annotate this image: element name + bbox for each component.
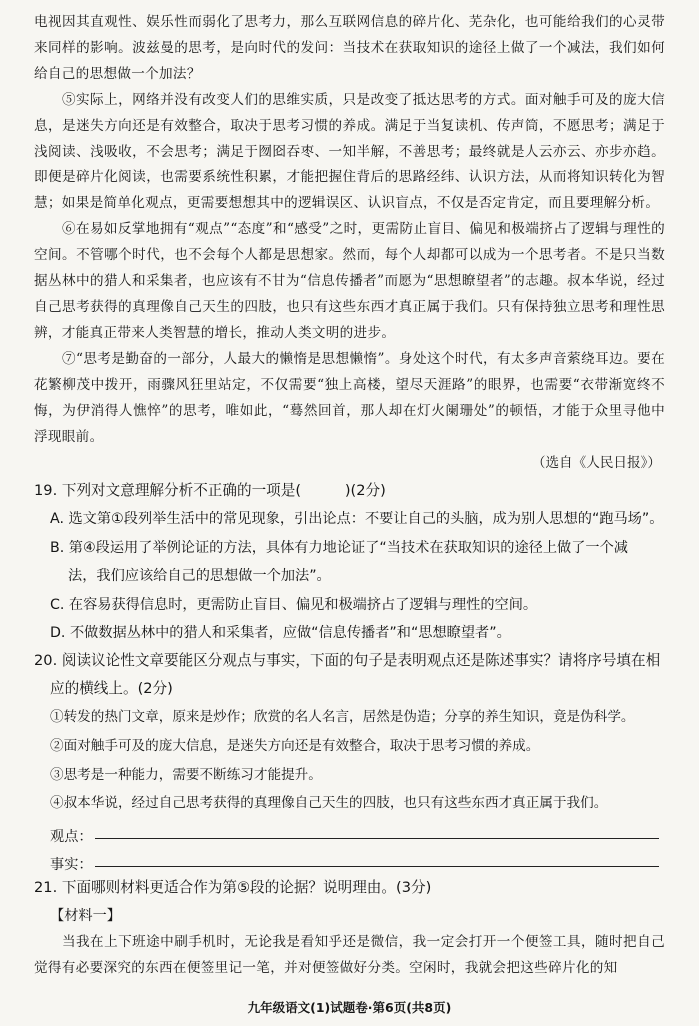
- question-19: [34, 477, 665, 647]
- question-20-sentence-2: ②面对触手可及的庞大信息，是迷失方向还是有效整合，取决于思考习惯的养成。: [50, 738, 540, 755]
- answer-blank-viewpoint[interactable]: [95, 838, 659, 839]
- material-1-text: 当我在上下班途中刷手机时，无论我是看知乎还是微信，我一定会打开一个便签工具，随时把自己觉得有必要深究的东西在便签里记一笔，并对便签做好分类。空闲时，我就会把这些碎片化的知: [34, 933, 665, 976]
- question-19-stem: 19. 下列对文意理解分析不正确的一项是( )(2分): [34, 482, 386, 500]
- question-20-sentence-4: ④叔本华说，经过自己思考获得的真理像自己天生的四肢，也只有这些东西才真正属于我们。: [50, 795, 608, 812]
- passage-paragraph-top: 电视因其直观性、娱乐性而弱化了思考力，那么互联网信息的碎片化、芜杂化，也可能给我们的心灵带来同样的影响。波兹曼的思考，是向时代的发问：当技术在获取知识的途径上做了一个减法，我们如何给自己的思想做一个加法？: [34, 14, 665, 82]
- passage-source: （选自《人民日报》）: [531, 455, 661, 472]
- question-20-sentence-3: ③思考是一种能力，需要不断练习才能提升。: [50, 766, 322, 783]
- question-20-sentence-1: ①转发的热门文章，原来是炒作；欣赏的名人名言，居然是伪造；分享的养生知识，竟是伪科学。: [50, 709, 635, 726]
- question-19-option-a: A. 选文第①段列举生活中的常见现象，引出论点：不要让自己的头脑，成为别人思想的“跑马场”。: [50, 511, 664, 528]
- passage-paragraph-6: ⑥在易如反掌地拥有“观点”“态度”和“感受”之时，更需防止盲目、偏见和极端挤占了逻辑与理性的空间。不管哪个时代，也不会每个人都是思想家。然而，每个人却都可以成为一个思考者。不是只当数据丛林中的猎人和采集者，也应该有不甘为“信息传播者”而愿为“思想瞭望者”的志趣。叔本华说，经过自己思考获得的真理像自己天生的四肢，也只有这些东西才真正属于我们。只有保持独立思考和理性思辨，才能真正带来人类智慧的增长，推动人类文明的进步。: [34, 221, 665, 341]
- question-21-stem: 21. 下面哪则材料更适合作为第⑤段的论据？说明理由。(3分): [34, 878, 432, 896]
- passage-paragraph-7: ⑦“思考是勤奋的一部分，人最大的懒惰是思想懒惰”。身处这个时代，有太多声音萦绕耳边。要在花繁柳茂中拨开，雨骤风狂里站定，不仅需要“独上高楼，望尽天涯路”的眼界，也需要“衣带渐宽终不悔，为伊消得人憔悴”的思考，唯如此，“蓦然回首，那人却在灯火阑珊处”的顿悟，才能于众里寻他中浮现眼前。: [34, 350, 665, 445]
- answer-label-viewpoint: 观点：: [50, 828, 93, 845]
- question-19-option-b-cont: 法，我们应该给自己的思想做一个加法”。: [68, 568, 331, 585]
- material-1-label: 【材料一】: [50, 907, 121, 924]
- question-20-stem-cont: 应的横线上。(2分): [50, 680, 173, 698]
- question-19-option-c: C. 在容易获得信息时，更需防止盲目、偏见和极端挤占了逻辑与理性的空间。: [50, 596, 538, 613]
- answer-row-fact: [50, 846, 665, 874]
- page-footer: 九年级语文(1)试题卷·第6页(共8页): [247, 1000, 452, 1015]
- answer-row-viewpoint: [50, 818, 665, 846]
- question-19-option-b: B. 第④段运用了举例论证的方法，具体有力地论证了“当技术在获取知识的途径上做了一个减: [50, 539, 628, 556]
- answer-label-fact: 事实：: [50, 856, 93, 873]
- question-21: [34, 874, 665, 982]
- question-20-stem: 20. 阅读议论性文章要能区分观点与事实，下面的句子是表明观点还是陈述事实？请将序号填在相: [34, 652, 661, 670]
- question-19-option-d: D. 不做数据丛林中的猎人和采集者，应做“信息传播者”和“思想瞭望者”。: [50, 625, 511, 642]
- answer-blank-fact[interactable]: [95, 866, 659, 867]
- question-20: [34, 647, 665, 873]
- passage-paragraph-5: ⑤实际上，网络并没有改变人们的思维实质，只是改变了抵达思考的方式。面对触手可及的庞大信息，是迷失方向还是有效整合，取决于思考习惯的养成。满足于当复读机、传声筒，不愿思考；满足于浅阅读、浅吸收，不会思考；满足于囫囵吞枣、一知半解，不善思考；最终就是人云亦云、亦步亦趋。即便是碎片化阅读，也需要系统性积累，才能把握住背后的思路经纬、认识方法，从而将知识转化为智慧；如果是简单化观点，更需要想想其中的逻辑误区、认识盲点，不仅是否定肯定，而且要理解分析。: [34, 91, 665, 212]
